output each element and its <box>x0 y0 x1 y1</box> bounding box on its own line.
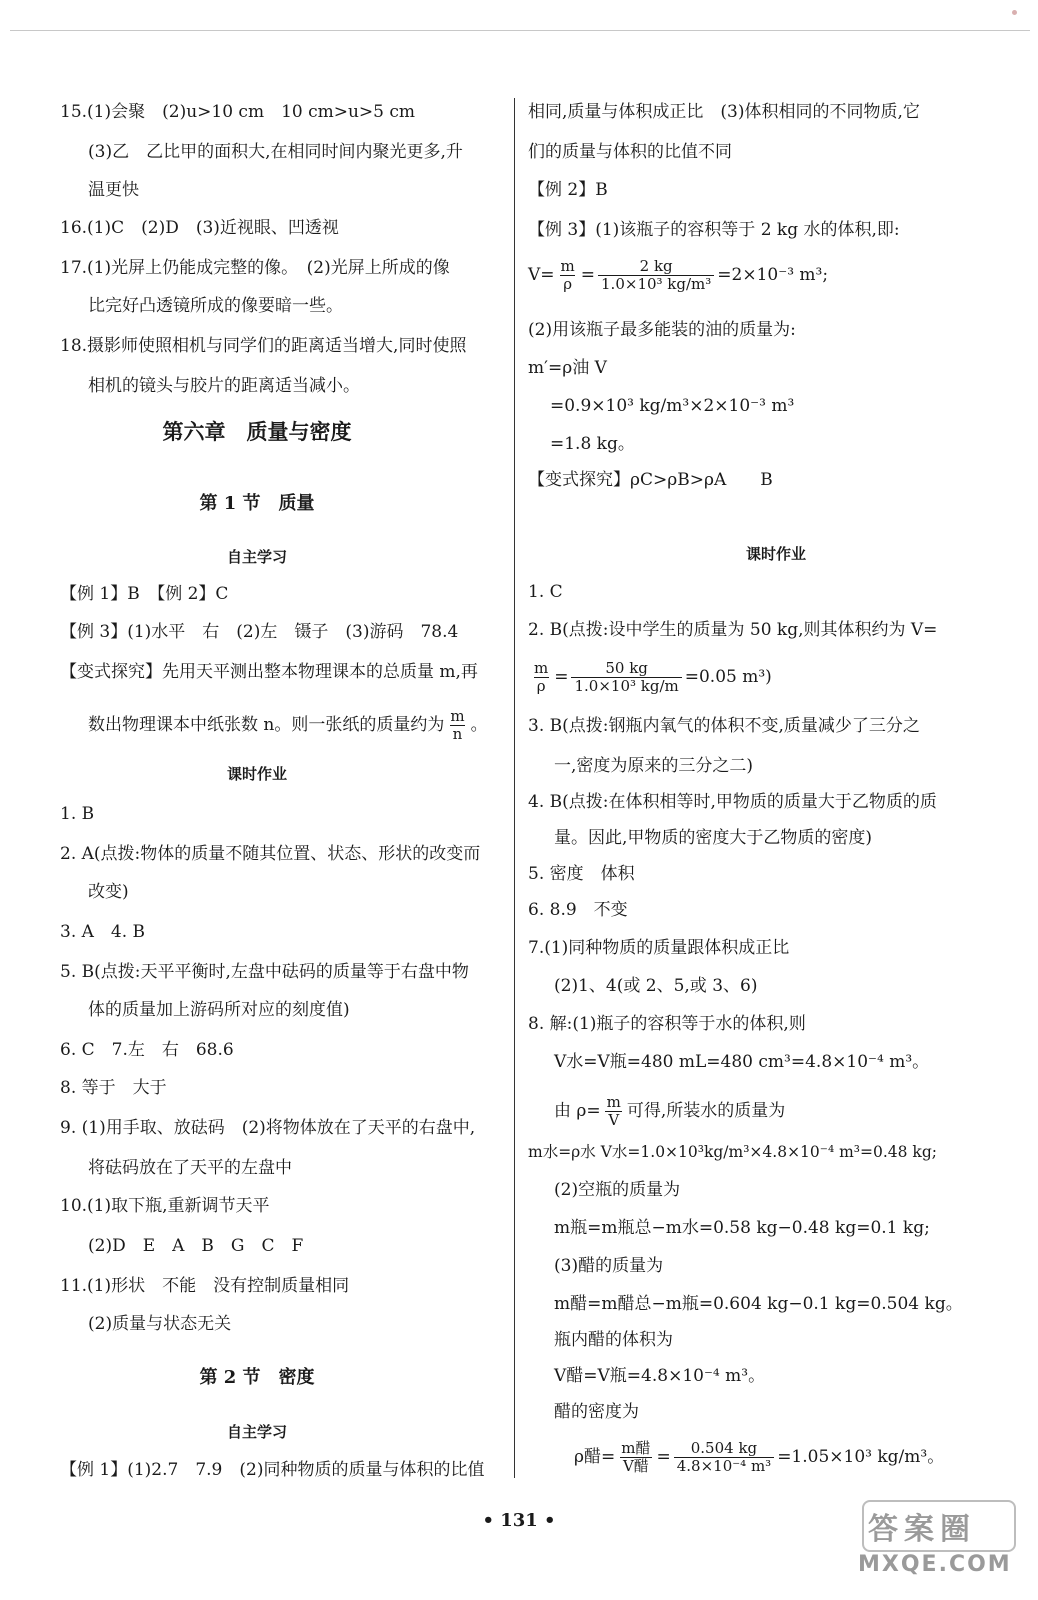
fraction-denominator: ρ <box>560 275 575 293</box>
formula-line: m醋=m醋总−m瓶=0.604 kg−0.1 kg=0.504 kg。 <box>554 1294 963 1314</box>
fraction-numerator: 50 kg <box>605 659 648 677</box>
answer-line: 10.(1)取下瓶,重新调节天平 <box>60 1196 270 1216</box>
fraction <box>558 258 578 293</box>
formula-line-with-fraction <box>554 1094 785 1129</box>
answer-line: 17.(1)光屏上仍能成完整的像。 (2)光屏上所成的像 <box>60 258 450 278</box>
subsection-heading: 自主学习 <box>226 1423 287 1441</box>
line-suffix: 可得,所装水的质量为 <box>626 1101 786 1121</box>
subsection-heading: 课时作业 <box>745 545 806 563</box>
answer-line: 们的质量与体积的比值不同 <box>528 142 732 162</box>
answer-line: 15.(1)会聚 (2)u>10 cm 10 cm>u>5 cm <box>60 102 416 122</box>
answer-line: (2)用该瓶子最多能装的油的质量为: <box>528 320 796 340</box>
answer-line: 4. B(点拨:在体积相等时,甲物质的质量大于乙物质的质 <box>528 792 937 812</box>
formula-line <box>574 1440 944 1475</box>
line-text: ρ醋= <box>574 1447 616 1467</box>
answer-line: 温更快 <box>88 180 139 200</box>
fraction-denominator: ρ <box>534 677 549 695</box>
answer-line: 改变) <box>88 882 129 902</box>
equals-sign: = <box>554 667 569 687</box>
answer-line: 将砝码放在了天平的左盘中 <box>88 1158 292 1178</box>
answer-line: 【例 1】(1)2.7 7.9 (2)同种物质的质量与体积的比值 <box>60 1460 485 1480</box>
fraction-numerator: 2 kg <box>639 257 673 275</box>
answer-line: 8. 等于 大于 <box>60 1078 167 1098</box>
fraction <box>598 258 714 293</box>
answer-line: (3)乙 乙比甲的面积大,在相同时间内聚光更多,升 <box>88 142 463 162</box>
subsection-heading: 自主学习 <box>226 548 287 566</box>
fraction-numerator: m <box>560 257 575 275</box>
answer-line: 1. B <box>60 804 95 824</box>
answer-line: 18.摄影师使照相机与同学们的距离适当增大,同时使照 <box>60 336 467 356</box>
formula-line: m′=ρ油 V <box>528 358 607 378</box>
answer-line: 3. B(点拨:钢瓶内氧气的体积不变,质量减少了三分之 <box>528 716 920 736</box>
fraction <box>604 1094 624 1129</box>
subsection-heading: 课时作业 <box>226 765 287 783</box>
fraction-denominator: 1.0×10³ kg/m³ <box>598 275 714 293</box>
answer-line: 醋的密度为 <box>554 1402 639 1422</box>
equals-sign: = <box>656 1447 671 1467</box>
line-suffix: =1.05×10³ kg/m³。 <box>777 1447 945 1467</box>
section-title: 第 1 节 质量 <box>199 493 315 514</box>
answer-line: 【变式探究】先用天平测出整本物理课本的总质量 m,再 <box>60 662 478 682</box>
answer-line: 【变式探究】ρC>ρB>ρA B <box>528 470 773 490</box>
corner-mark <box>1012 10 1017 15</box>
answer-line: 6. 8.9 不变 <box>528 900 628 920</box>
line-text: 数出物理课本中纸张数 n。则一张纸的质量约为 <box>88 715 445 735</box>
fraction <box>447 708 467 743</box>
formula-line: m水=ρ水 V水=1.0×10³kg/m³×4.8×10⁻⁴ m³=0.48 kg; <box>528 1143 937 1161</box>
answer-line: 7.(1)同种物质的质量跟体积成正比 <box>528 938 790 958</box>
formula-line: m瓶=m瓶总−m水=0.58 kg−0.48 kg=0.1 kg; <box>554 1218 930 1238</box>
answer-line: 【例 1】B 【例 2】C <box>60 584 229 604</box>
formula-line <box>528 660 772 695</box>
answer-line-with-fraction <box>88 708 488 743</box>
fraction-denominator: 4.8×10⁻⁴ m³ <box>674 1457 774 1475</box>
fraction-denominator: V醋 <box>620 1457 652 1475</box>
fraction-denominator: n <box>450 725 466 743</box>
column-divider <box>514 98 515 1478</box>
answer-line: (3)醋的质量为 <box>554 1256 664 1276</box>
answer-line: (2)1、4(或 2、5,或 3、6) <box>554 976 758 996</box>
answer-line: 【例 3】(1)水平 右 (2)左 镊子 (3)游码 78.4 <box>60 622 459 642</box>
fraction-denominator: V <box>605 1111 622 1129</box>
answer-line: 1. C <box>528 582 563 602</box>
answer-line: 16.(1)C (2)D (3)近视眼、凹透视 <box>60 218 339 238</box>
answer-line: 比完好凸透镜所成的像要暗一些。 <box>88 296 343 316</box>
fraction-numerator: m <box>606 1093 621 1111</box>
chapter-title: 第六章 质量与密度 <box>162 419 352 444</box>
answer-line: 5. 密度 体积 <box>528 864 635 884</box>
section-title: 第 2 节 密度 <box>199 1367 315 1388</box>
fraction-numerator: m醋 <box>621 1439 651 1457</box>
line-text: V= <box>528 265 555 285</box>
answer-line: 9. (1)用手取、放砝码 (2)将物体放在了天平的右盘中, <box>60 1118 476 1138</box>
answer-line: (2)质量与状态无关 <box>88 1314 232 1334</box>
answer-line: 【例 2】B <box>528 180 608 200</box>
formula-line: V水=V瓶=480 mL=480 cm³=4.8×10⁻⁴ m³。 <box>554 1052 930 1072</box>
fraction <box>618 1440 653 1475</box>
line-text: 由 ρ= <box>554 1101 601 1121</box>
answer-line: (2)空瓶的质量为 <box>554 1180 681 1200</box>
formula-line: V醋=V瓶=4.8×10⁻⁴ m³。 <box>554 1366 766 1386</box>
formula-line <box>528 258 828 293</box>
answer-line: 5. B(点拨:天平平衡时,左盘中砝码的质量等于右盘中物 <box>60 962 469 982</box>
answer-line: 相机的镜头与胶片的距离适当减小。 <box>88 376 360 396</box>
answer-line: 3. A 4. B <box>60 922 146 942</box>
answer-line: 【例 3】(1)该瓶子的容积等于 2 kg 水的体积,即: <box>528 220 900 240</box>
line-suffix: 。 <box>470 715 488 735</box>
formula-line: =0.9×10³ kg/m³×2×10⁻³ m³ <box>550 396 795 416</box>
fraction-numerator: m <box>450 707 465 725</box>
answer-line: 瓶内醋的体积为 <box>554 1330 673 1350</box>
answer-line: 体的质量加上游码所对应的刻度值) <box>88 1000 350 1020</box>
answer-line: (2)D E A B G C F <box>88 1236 304 1256</box>
page-number: • 131 • <box>482 1510 556 1531</box>
top-rule <box>10 30 1030 31</box>
line-suffix: =2×10⁻³ m³; <box>717 265 829 285</box>
equals-sign: = <box>580 265 596 285</box>
formula-line: =1.8 kg。 <box>550 434 635 454</box>
fraction <box>674 1440 774 1475</box>
fraction-numerator: 0.504 kg <box>690 1439 758 1457</box>
answer-line: 6. C 7.左 右 68.6 <box>60 1040 234 1060</box>
answer-line: 8. 解:(1)瓶子的容积等于水的体积,则 <box>528 1014 806 1034</box>
watermark-logo: 答案圈 <box>868 1512 976 1547</box>
fraction <box>531 660 551 695</box>
answer-line: 一,密度为原来的三分之二) <box>554 756 754 776</box>
answer-line: 相同,质量与体积成正比 (3)体积相同的不同物质,它 <box>528 102 920 122</box>
answer-line: 2. A(点拨:物体的质量不随其位置、状态、形状的改变而 <box>60 844 481 864</box>
line-suffix: =0.05 m³) <box>684 667 772 687</box>
fraction-denominator: 1.0×10³ kg/m <box>571 677 681 695</box>
answer-line: 量。因此,甲物质的密度大于乙物质的密度) <box>554 828 873 848</box>
fraction <box>571 660 681 695</box>
watermark-url: MXQE.COM <box>858 1552 1012 1577</box>
answer-line: 11.(1)形状 不能 没有控制质量相同 <box>60 1276 350 1296</box>
answer-line: 2. B(点拨:设中学生的质量为 50 kg,则其体积约为 V= <box>528 620 938 640</box>
fraction-numerator: m <box>534 659 549 677</box>
